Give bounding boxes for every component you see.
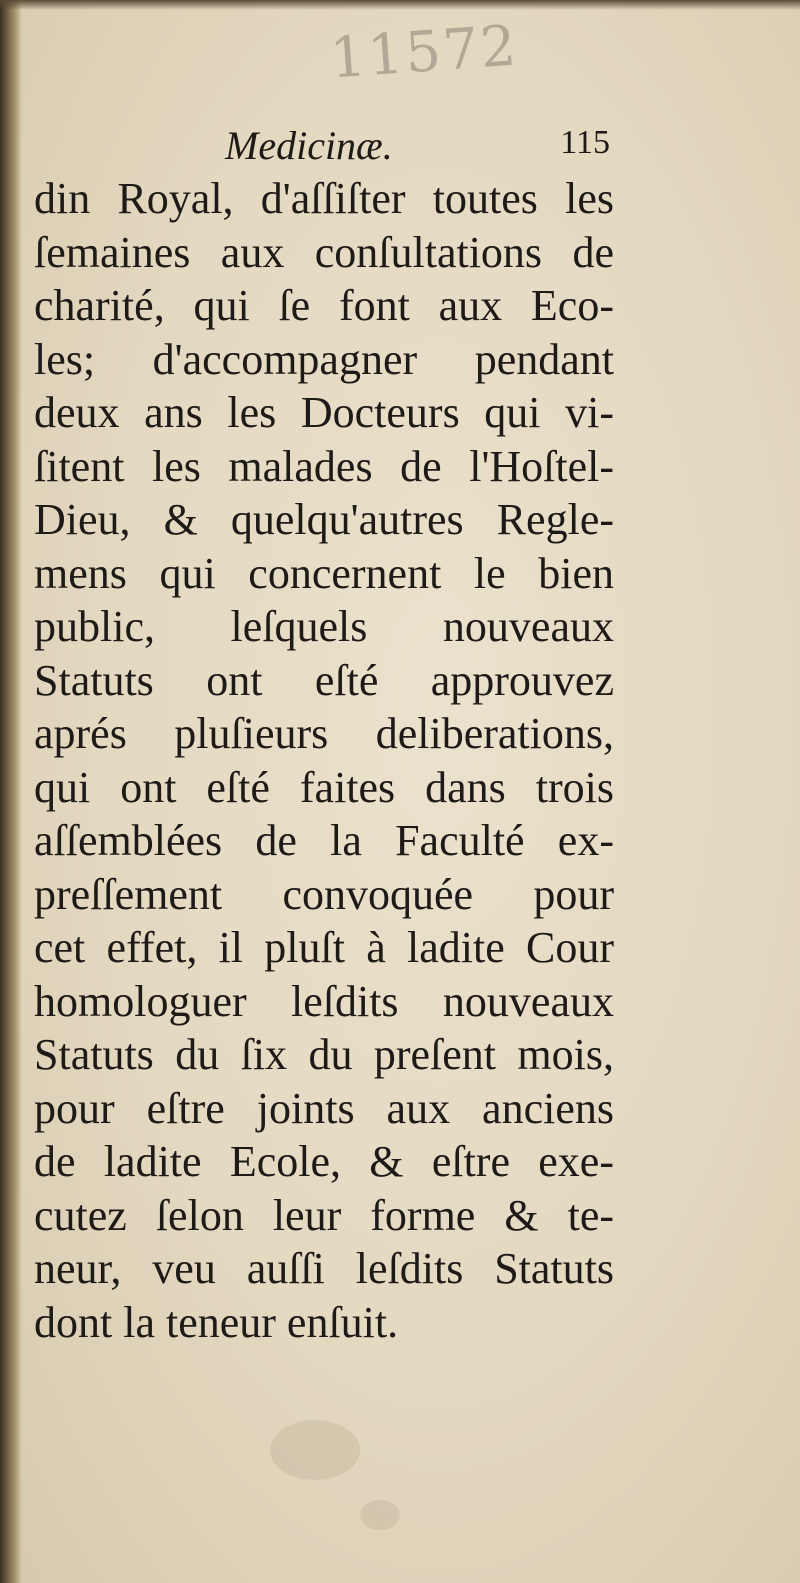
text-line: pour eſtre joints aux anciens	[34, 1083, 614, 1133]
binding-edge	[0, 0, 22, 1583]
text-line: charité, qui ſe font aux Eco-	[34, 281, 614, 330]
text-line: public, leſquels nouveaux	[34, 602, 614, 651]
text-line: Statuts ont eſté approuvez	[34, 655, 614, 705]
text-line: ſemaines aux conſultations de	[34, 227, 614, 277]
text-line: din Royal, d'aſſiſter toutes les	[34, 174, 614, 223]
manuscript-shelfmark: 11572	[327, 13, 521, 92]
text-line: homologuer leſdits nouveaux	[34, 976, 614, 1026]
text-line: preſſement convoquée pour	[34, 869, 614, 919]
text-line: deux ans les Docteurs qui vi-	[34, 388, 614, 437]
body-text	[34, 172, 614, 1349]
text-line: dont la teneur enſuit.	[34, 1297, 399, 1347]
top-edge-shadow	[0, 0, 800, 10]
text-line: les; d'accompagner pendant	[34, 334, 614, 384]
page-number: 115	[560, 124, 610, 161]
paper-stain	[270, 1420, 360, 1480]
running-head	[30, 118, 620, 170]
text-line: mens qui concernent le bien	[34, 548, 614, 598]
text-line: ſitent les malades de l'Hoſtel-	[34, 441, 614, 491]
text-line: neur, veu auſſi leſdits Statuts	[34, 1244, 614, 1293]
running-head-title: Medicinæ.	[225, 123, 393, 168]
text-line: qui ont eſté faites dans trois	[34, 762, 614, 812]
text-line: aſſemblées de la Faculté ex-	[34, 816, 614, 865]
paper-stain	[360, 1500, 400, 1530]
text-line: Statuts du ſix du preſent mois,	[34, 1030, 614, 1079]
text-line: de ladite Ecole, & eſtre exe-	[34, 1137, 614, 1186]
text-line: cutez ſelon leur forme & te-	[34, 1190, 614, 1240]
text-line: aprés pluſieurs deliberations,	[34, 709, 614, 758]
text-line: Dieu, & quelqu'autres Regle-	[34, 495, 614, 544]
text-line: cet effet, il pluſt à ladite Cour	[34, 923, 614, 972]
